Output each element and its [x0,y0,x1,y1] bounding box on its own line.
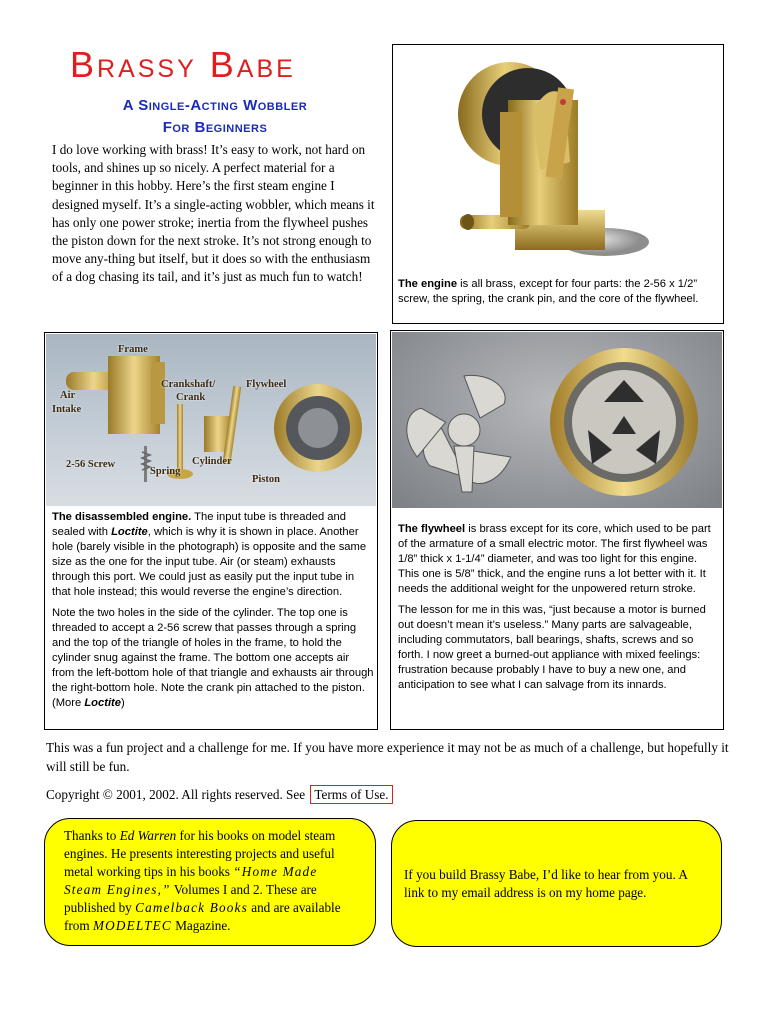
label-screw: 2-56 Screw [66,459,116,470]
copyright-text: Copyright © 2001, 2002. All rights reserved. See [46,787,309,802]
intro-paragraph: I do love working with brass! It’s easy to work, not hard on tools, and shines up so nicely. A perfect material for a beginner in this hobby. Here’s the first steam engine I designed myself. It’s a single-acting wobbler, which means it has only one power stroke; inertia from the flywheel pushes the piston down for the next stroke. It’s not strong enough to move any-thing but itself, but it does so with the enthusiasm of a dog chasing its tail, and it’s just as much fun to watch! [52,142,375,285]
publisher-name: Camelback Books [135,900,248,915]
disassembled-para-1 [52,510,374,600]
disassembled-para-2 [52,606,374,711]
flywheel-illustration [392,332,722,508]
engine-caption-text: is all brass, except for four parts: the 2-56 x 1/2” screw, the spring, the crank pin, and the core of the flywheel. [398,278,699,305]
caption-text: ) [121,697,125,709]
thanks-box [44,818,376,946]
engine-caption [398,277,720,307]
thanks-text: and are available from [64,900,341,933]
parts-photo [46,334,376,506]
terms-of-use-link[interactable]: Terms of Use. [310,785,392,804]
page-title: Brassy Babe [70,44,296,85]
closing-paragraph: This was a fun project and a challenge for me. If you have more experience it may not be as much of a challenge, but hopefully it will still be fun. [46,740,729,774]
contact-box [391,820,722,947]
loctite-term: Loctite [84,697,121,709]
caption-text: The input tube is threaded and sealed with [52,511,346,538]
engine-photo [400,52,718,270]
flywheel-para-1 [398,522,720,597]
book-title: “Home Made Steam Engines,” [64,864,318,897]
engine-illustration [400,52,718,270]
subtitle-line-2: For Beginners [162,119,268,136]
label-spring: Spring [150,466,181,477]
thanks-text: Thanks to [64,828,120,843]
disassembled-caption-lead: The disassembled engine. [52,511,192,523]
disassembled-caption [52,510,374,717]
label-crankshaft: Crankshaft/ [161,379,216,390]
caption-text: Note the two holes in the side of the cylinder. The top one is threaded to accept a 2-56 screw that passes through a spring and the top of the triangle of holes in the frame, to hold the cylinder snug against the frame. The bottom one accepts air from the left-bottom hole of that triangle and exhausts air through the right-bottom hole. Note the crank pin attached to the piston. (More [52,607,374,709]
label-piston: Piston [252,474,281,485]
flywheel-para-2: The lesson for me in this was, “just because a motor is burned out doesn’t mean it’s useless.” Many parts are salvageable, including commutators, ball bearings, shafts, screws and so forth. I now greet a burned-out appliance with mixed feelings: frustration because probably I have to buy a new one, and anticipation to see what I can salvage from its innards. [398,604,706,691]
thanks-text: for his books on model steam engines. He presents interesting projects and useful metal working tips in his books [64,828,336,879]
magazine-name: MODELTEC [92,918,172,933]
engine-caption-lead: The engine [398,278,458,290]
label-air-intake: Air [60,390,76,401]
thanks-text: Volumes I and 2. These are published by [64,882,317,915]
label-crank: Crank [176,392,206,403]
label-frame: Frame [118,344,148,355]
flywheel-caption-lead: The flywheel [398,523,466,535]
label-cylinder: Cylinder [192,456,232,467]
label-flywheel: Flywheel [246,379,287,390]
copyright-line [46,787,393,803]
subtitle-line-1: A Single-Acting Wobbler [122,97,308,114]
author-name: Ed Warren [119,828,177,843]
caption-text: , which is why it is shown in place. Another hole (barely visible in the photograph) is opposite and the same size as the one for the input tube. Air (or steam) exhausts through this port. We could just as easily put the input tube in that hole instead; this would reverse the engine’s direction. [52,526,367,598]
thanks-text: Magazine. [171,918,231,933]
parts-illustration [46,334,376,506]
caption-text: is brass except for its core, which used to be part of the armature of a small electric motor. The first flywheel was 1/8” thick x 1-1/4” diameter, and was too light for this engine. This one is 5/8” thick, and the engine runs a lot better with it. It needs the additional weight for the unpowered return stroke. [398,523,711,595]
contact-text: If you build Brassy Babe, I’d like to hear from you. A link to my email address is on my home page. [404,866,688,900]
flywheel-photo [392,332,722,508]
label-air-intake-2: Intake [52,404,82,415]
flywheel-caption [398,522,720,699]
loctite-term: Loctite [111,526,148,538]
